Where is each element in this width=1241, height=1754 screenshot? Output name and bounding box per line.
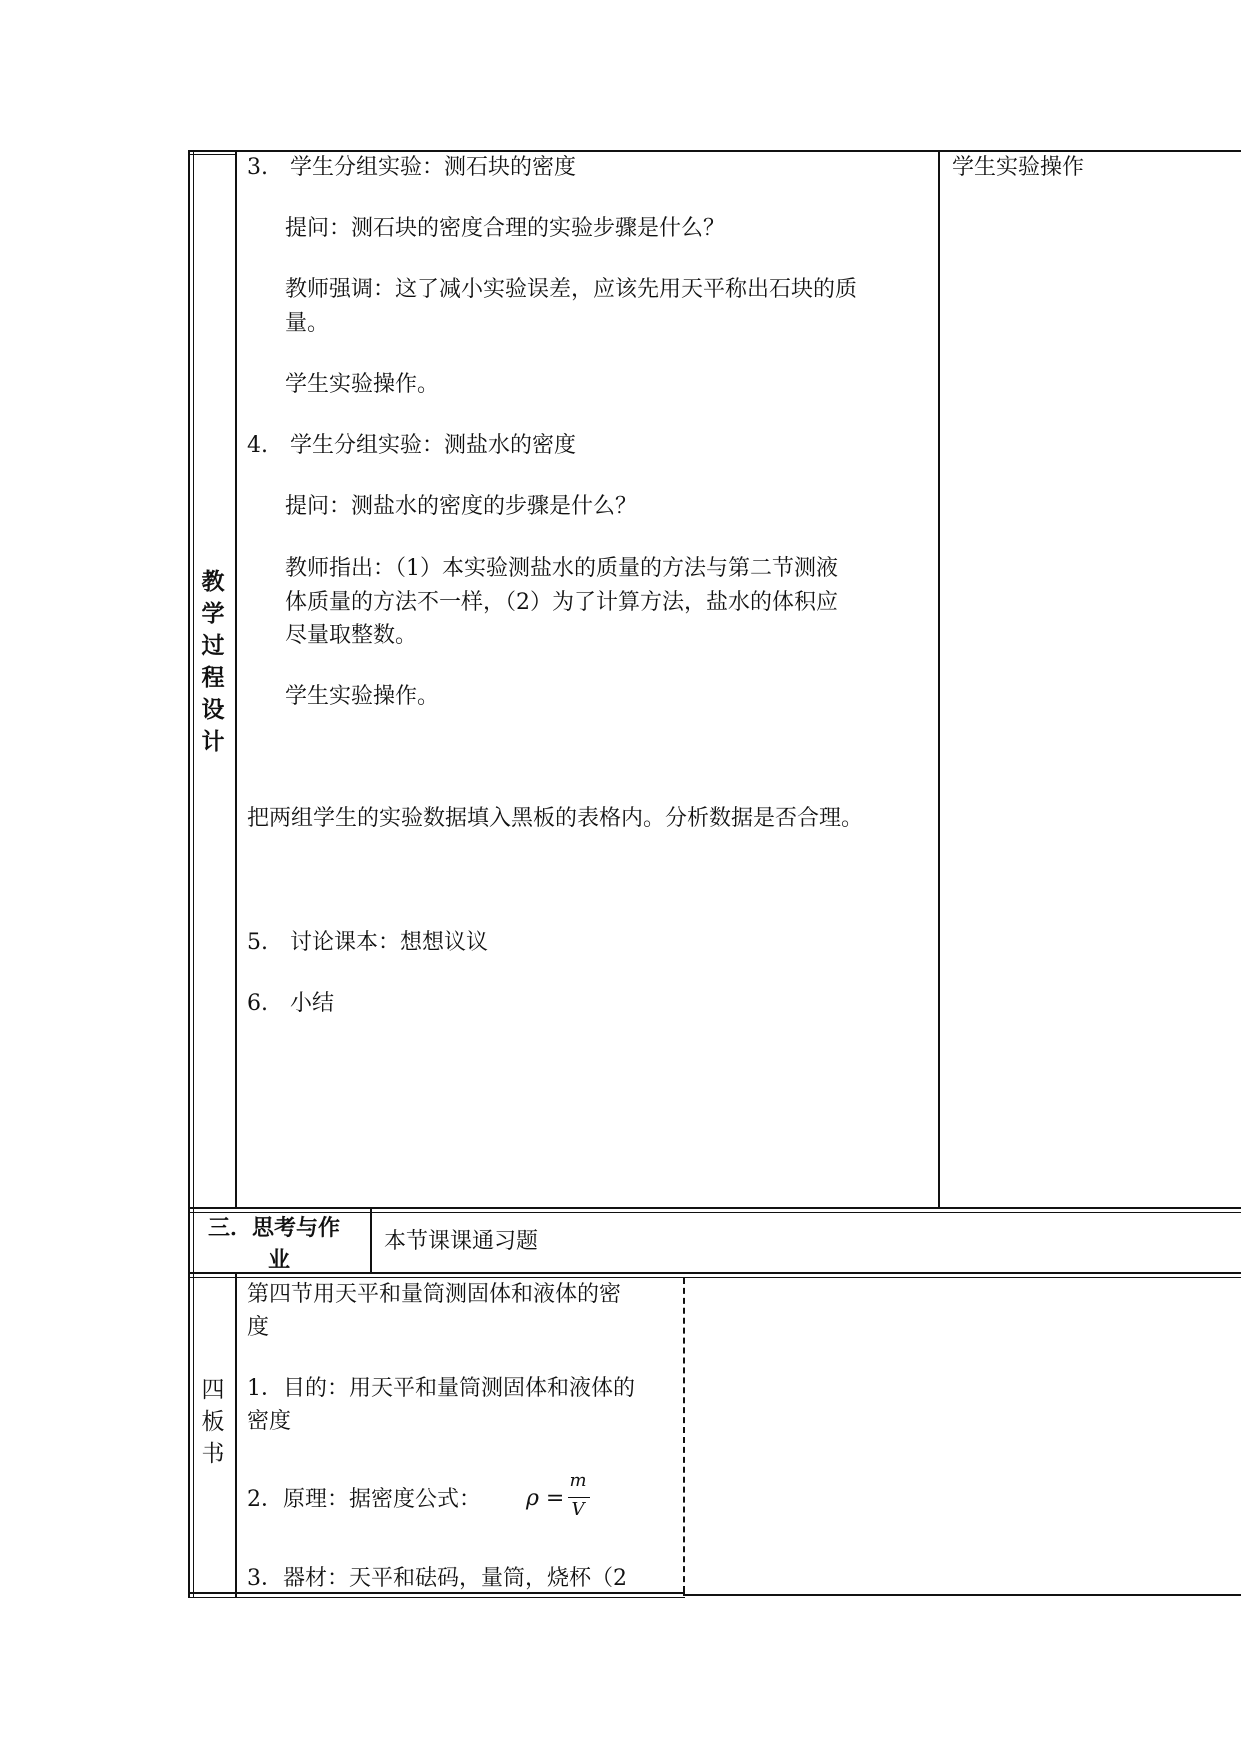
board-purpose: 1．目的：用天平和量筒测固体和液体的 (247, 1376, 635, 1401)
process-side-char: 设 (201, 697, 225, 723)
process-step-4: 4. 学生分组实验：测盐水的密度 (247, 433, 576, 458)
process-question-2: 提问：测盐水的密度的步骤是什么？ (285, 494, 638, 519)
process-side-char: 过 (201, 633, 225, 659)
table-left-border-outer (188, 150, 190, 1598)
formula-fraction-bar (568, 1497, 590, 1498)
board-col-divider (235, 1272, 237, 1598)
process-step-3: 3. 学生分组实验：测石块的密度 (247, 155, 576, 180)
homework-label-cont: 业 (268, 1248, 291, 1273)
formula-lhs: ρ = (526, 1486, 565, 1511)
board-title-cont: 度 (247, 1315, 270, 1340)
table-bottom-border-right (683, 1594, 1241, 1596)
process-student-operation-1: 学生实验操作。 (285, 372, 440, 397)
process-data-analysis: 把两组学生的实验数据填入黑板的表格内。分析数据是否合理。 (247, 806, 864, 831)
homework-bottom-border (188, 1272, 1241, 1274)
process-bottom-border-2 (188, 1212, 1241, 1213)
board-side-char: 板 (201, 1409, 225, 1435)
process-step-5: 5. 讨论课本：想想议议 (247, 930, 488, 955)
homework-label: 三．思考与作 (208, 1216, 341, 1241)
process-teacher-point: 教师指出：（1）本实验测盐水的质量的方法与第二节测液 (285, 556, 838, 581)
process-student-operation-2: 学生实验操作。 (285, 684, 440, 709)
notes-col-divider (938, 150, 940, 1208)
process-side-char: 学 (201, 601, 225, 627)
process-col-divider (235, 150, 237, 1208)
board-purpose-cont: 密度 (247, 1409, 292, 1434)
process-teacher-emphasis: 教师强调：这了减小实验误差，应该先用天平称出石块的质 (285, 277, 858, 302)
board-principle: 2．原理：据密度公式： (247, 1487, 481, 1512)
process-right-note: 学生实验操作 (952, 155, 1085, 180)
process-side-char: 教 (201, 569, 225, 595)
table-top-border-inner (188, 154, 236, 155)
board-equipment: 3．器材：天平和砝码，量筒，烧杯（2 (247, 1566, 627, 1591)
formula-numerator: m (569, 1470, 587, 1491)
process-side-char: 程 (201, 665, 225, 691)
board-side-char: 书 (201, 1441, 225, 1467)
process-bottom-border (188, 1207, 1241, 1209)
process-teacher-point-cont-2: 尽量取整数。 (285, 623, 418, 648)
table-left-border-inner (193, 150, 194, 1598)
homework-content: 本节课课通习题 (384, 1229, 539, 1254)
board-side-char: 四 (201, 1377, 225, 1403)
homework-col-divider (370, 1207, 372, 1273)
process-side-char: 计 (201, 729, 225, 755)
process-step-6: 6. 小结 (247, 991, 334, 1016)
formula-denominator: V (571, 1499, 585, 1520)
table-bottom-border-inner (188, 1597, 685, 1598)
homework-bottom-border-2 (188, 1277, 1241, 1278)
process-teacher-point-cont-1: 体质量的方法不一样，（2）为了计算方法，盐水的体积应 (285, 590, 838, 615)
board-dashed-divider (683, 1278, 685, 1592)
process-question-1: 提问：测石块的密度合理的实验步骤是什么？ (285, 216, 726, 241)
process-teacher-emphasis-cont: 量。 (285, 311, 330, 336)
board-title: 第四节用天平和量筒测固体和液体的密 (247, 1282, 622, 1307)
